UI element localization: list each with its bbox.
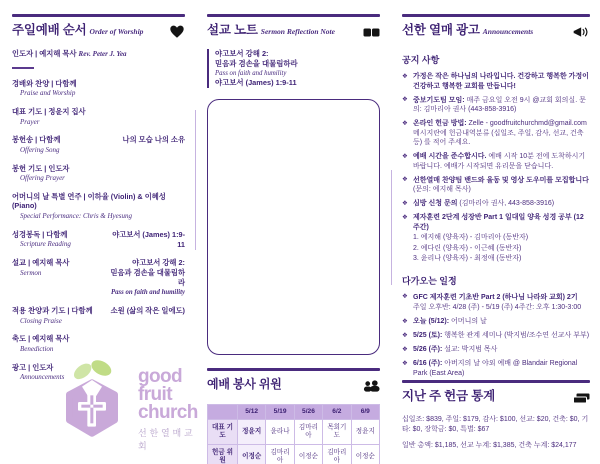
mini-divider bbox=[12, 67, 34, 69]
section-rule bbox=[207, 368, 380, 371]
sermon-series: 야고보서 강해 2: bbox=[215, 49, 269, 58]
order-of-worship-title bbox=[12, 24, 143, 38]
notice-item: ❖ 예배 시간을 준수합시다. 예배 시작 10분 전에 도착하시기 바랍니다. 예배가 시작되면 유리문을 닫습니다. bbox=[402, 152, 586, 170]
discipleship-pair: 2. 예다린 (양육자) - 이근혜 (동반자) bbox=[413, 244, 522, 252]
schedule-item: ❖ 오늘 (5/12): 어머니의 날 bbox=[402, 317, 487, 326]
order-title-en: Order of Worship bbox=[89, 27, 144, 36]
notice-item: ❖ 선한열매 찬양팀 밴드와 율동 및 영상 도우미를 모집합니다 (문의: 예지해 목사) bbox=[402, 176, 589, 194]
church-logo bbox=[52, 356, 198, 452]
servant-cell: 윤라나 bbox=[266, 420, 294, 445]
worship-leader: 인도자 | 예지해 목사 Rev. Peter J. Yea bbox=[12, 49, 127, 58]
worship-item: 설교 | 예지해 목사 Sermon 야고보서 강해 2: 믿음과 겸손을 대물림하라 Pass on faith and humility bbox=[12, 258, 185, 296]
diamond-bullet-icon: ❖ bbox=[402, 317, 408, 325]
offering-stats-section bbox=[402, 380, 590, 451]
notice-heading: 공지 사항 bbox=[402, 55, 440, 65]
column-divider bbox=[391, 170, 392, 285]
notice-item: ❖ 중보기도팀 모임: 매주 금요일 오전 9시 @교회 회의실. 문의: 김마리아 권사 (443-858-3916) bbox=[402, 96, 586, 114]
diamond-bullet-icon: ❖ bbox=[402, 345, 408, 353]
song-title-note: 나의 모습 나의 소유 bbox=[122, 135, 185, 145]
servant-cell: 김마리아 bbox=[266, 444, 294, 464]
order-of-worship-section bbox=[12, 14, 198, 451]
announcements-title: 선한 열매 광고 Announcements bbox=[402, 23, 534, 37]
good-fruit-church-logo-icon bbox=[52, 356, 132, 449]
sermon-title: 믿음과 겸손을 대물림하라 bbox=[215, 58, 298, 68]
column-divider bbox=[195, 110, 196, 250]
section-top-rule bbox=[12, 14, 185, 17]
schedule-heading: 다가오는 일정 bbox=[402, 275, 457, 286]
worship-item: 봉헌 기도 | 인도자 Offering Prayer bbox=[12, 163, 70, 183]
schedule-item: ❖ 5/26 (주): 설교: 박지범 목사 bbox=[402, 345, 498, 354]
discipleship-pair: 1. 예지해 (양육자) - 김마리아 (동반자) bbox=[413, 234, 529, 242]
section-top-rule bbox=[402, 14, 590, 17]
date-header: 6/2 bbox=[323, 405, 351, 420]
worship-item: 적용 찬양과 기도 | 다함께 Closing Praise 소원 (삶의 작은 일에도) bbox=[12, 306, 185, 325]
diamond-bullet-icon: ❖ bbox=[402, 152, 408, 160]
notice-item: ❖ 온라인 헌금 방법: Zelle - goodfruitchurchmd@gmail.com 메시지란에 헌금내역분류 (십일조, 주일, 감사, 선교, 건축 등) 를 적어 주세요. bbox=[402, 119, 587, 147]
diamond-bullet-icon: ❖ bbox=[402, 199, 408, 207]
worship-item: 경배와 찬양 | 다함께 Praise and Worship bbox=[12, 79, 77, 98]
servants-table bbox=[207, 404, 380, 464]
servant-cell: 김마리아 bbox=[294, 420, 322, 445]
sermon-title-en: Pass on faith and humility bbox=[215, 69, 287, 77]
schedule-item: ❖ GFC 제자훈련 기초반 Part 2 (하나님 나라와 교회) 2기 주일 오후반: 4/28 (주) - 5/19 (주) 4주간: 오후 1:30-3:00 bbox=[402, 293, 590, 313]
date-header: 5/12 bbox=[238, 405, 266, 420]
people-icon bbox=[363, 379, 380, 397]
diamond-bullet-icon: ❖ bbox=[402, 293, 408, 301]
sermon-scripture: 야고보서 (James) 1:9-11 bbox=[215, 78, 297, 88]
diamond-bullet-icon: ❖ bbox=[402, 72, 408, 80]
diamond-bullet-icon: ❖ bbox=[402, 359, 408, 367]
sermon-note-section bbox=[207, 14, 380, 464]
sermon-info-block bbox=[207, 49, 380, 88]
servants-title: 예배 봉사 위원 bbox=[207, 377, 282, 392]
worship-item: 어머니의 날 특별 연주 | 이하율 (Violin) & 이혜성 (Piano) Special Performance: Chris & Hyesung bbox=[12, 191, 166, 220]
servant-cell: 이정순 bbox=[351, 444, 379, 464]
schedule-detail: 주일 오후반: 4/28 (주) - 5/19 (주) 4주간: 오후 1:30-3:00 bbox=[413, 304, 582, 312]
schedule-item: ❖ 6/16 (주): 아버지의 날 야외 예배 @ Blandair Regional Park (East Area) bbox=[402, 359, 578, 377]
diamond-bullet-icon: ❖ bbox=[402, 96, 408, 104]
schedule-item: ❖ 5/25 (토): 행복한 관계 세미나 (박지범/조수연 선교사 부부) bbox=[402, 331, 590, 340]
notice-item: ❖ 제자훈련 2단계 성장반 Part 1 일대일 양육 성경 공부 (12 주간) 1. 예지해 (양육자) - 김마리아 (동반자) 2. 예다린 (양육자) - 이근혜 (동반자) 3. 윤리나 (양육자) - 최정애 (동반자) bbox=[402, 213, 590, 264]
diamond-bullet-icon: ❖ bbox=[402, 331, 408, 339]
row-label: 헌금 위원 bbox=[208, 444, 238, 464]
offering-title: 지난 주 헌금 통계 bbox=[402, 389, 495, 403]
schedule-list bbox=[402, 293, 590, 379]
diamond-bullet-icon: ❖ bbox=[402, 213, 408, 221]
worship-leader-en: Rev. Peter J. Yea bbox=[78, 50, 127, 58]
servant-cell: 목회기도 bbox=[323, 420, 351, 445]
discipleship-pair: 3. 윤리나 (양육자) - 최정애 (동반자) bbox=[413, 255, 522, 263]
date-header: 5/19 bbox=[266, 405, 294, 420]
announcements-section bbox=[402, 14, 590, 450]
sermon-note-title: 설교 노트 Sermon Reflection Note bbox=[207, 23, 335, 37]
worship-item: 축도 | 예지해 목사 Benediction bbox=[12, 334, 70, 353]
worship-item: 광고 | 인도자 Announcements bbox=[12, 362, 65, 381]
table-row bbox=[208, 420, 380, 445]
servant-cell: 이정순 bbox=[294, 444, 322, 464]
corner-cell bbox=[208, 405, 238, 420]
diamond-bullet-icon: ❖ bbox=[402, 176, 408, 184]
logo-wordmark: good fruit church 선한열매교회 bbox=[138, 366, 198, 451]
diamond-bullet-icon: ❖ bbox=[402, 119, 408, 127]
date-header: 5/26 bbox=[294, 405, 322, 420]
servant-cell: 이정순 bbox=[238, 444, 266, 464]
worship-item: 봉헌송 | 다함께 Offering Song 나의 모습 나의 소유 bbox=[12, 135, 185, 154]
section-rule bbox=[402, 380, 590, 383]
sermon-title-note: 야고보서 강해 2: 믿음과 겸손을 대물림하라 Pass on faith and humility bbox=[110, 258, 185, 296]
servant-cell: 정윤지 bbox=[351, 420, 379, 445]
logo-korean-name: 선한열매교회 bbox=[138, 427, 196, 451]
megaphone-icon bbox=[573, 25, 590, 43]
servants-table-header-row bbox=[208, 405, 380, 420]
notice-item: ❖ 심방 신청 문의 (김마리아 권사, 443-858-3916) bbox=[402, 199, 555, 208]
notice-list bbox=[402, 72, 590, 264]
closing-song-note: 소원 (삶의 작은 일에도) bbox=[110, 306, 185, 316]
worship-item: 대표 기도 | 정윤지 집사 Prayer bbox=[12, 107, 86, 126]
worship-item: 성경봉독 | 다함께 Scripture Reading 야고보서 (James) 1:9-11 bbox=[12, 229, 185, 249]
row-label: 대표 기도 bbox=[208, 420, 238, 445]
scripture-note: 야고보서 (James) 1:9-11 bbox=[112, 229, 185, 249]
section-top-rule bbox=[207, 14, 380, 17]
heart-icon bbox=[169, 25, 185, 44]
sermon-notes-writing-area bbox=[207, 99, 380, 355]
date-header: 6/9 bbox=[351, 405, 379, 420]
servant-cell: 김마리아 bbox=[323, 444, 351, 464]
table-row bbox=[208, 444, 380, 464]
money-bills-icon bbox=[573, 391, 590, 409]
servant-cell: 정윤지 bbox=[238, 420, 266, 445]
notice-item: ❖ 가정은 작은 하나님의 나라입니다. 건강하고 행복한 가정이 건강하고 행복한 교회를 만듭니다! bbox=[402, 72, 589, 90]
offering-breakdown: 십일조: $839, 주일: $179, 감사: $100, 선교: $20, 건축: $0, 기타: $0, 장학금: $0, 특별: $67 bbox=[402, 416, 589, 433]
open-book-icon bbox=[363, 25, 380, 43]
worship-servants-section bbox=[207, 368, 380, 464]
order-title-ko: 주일예배 순서 bbox=[12, 23, 87, 37]
offering-totals: 일반 총액: $1,185, 선교 누계: $1,385, 건축 누계: $24,177 bbox=[402, 441, 577, 449]
worship-item-list bbox=[12, 79, 185, 382]
